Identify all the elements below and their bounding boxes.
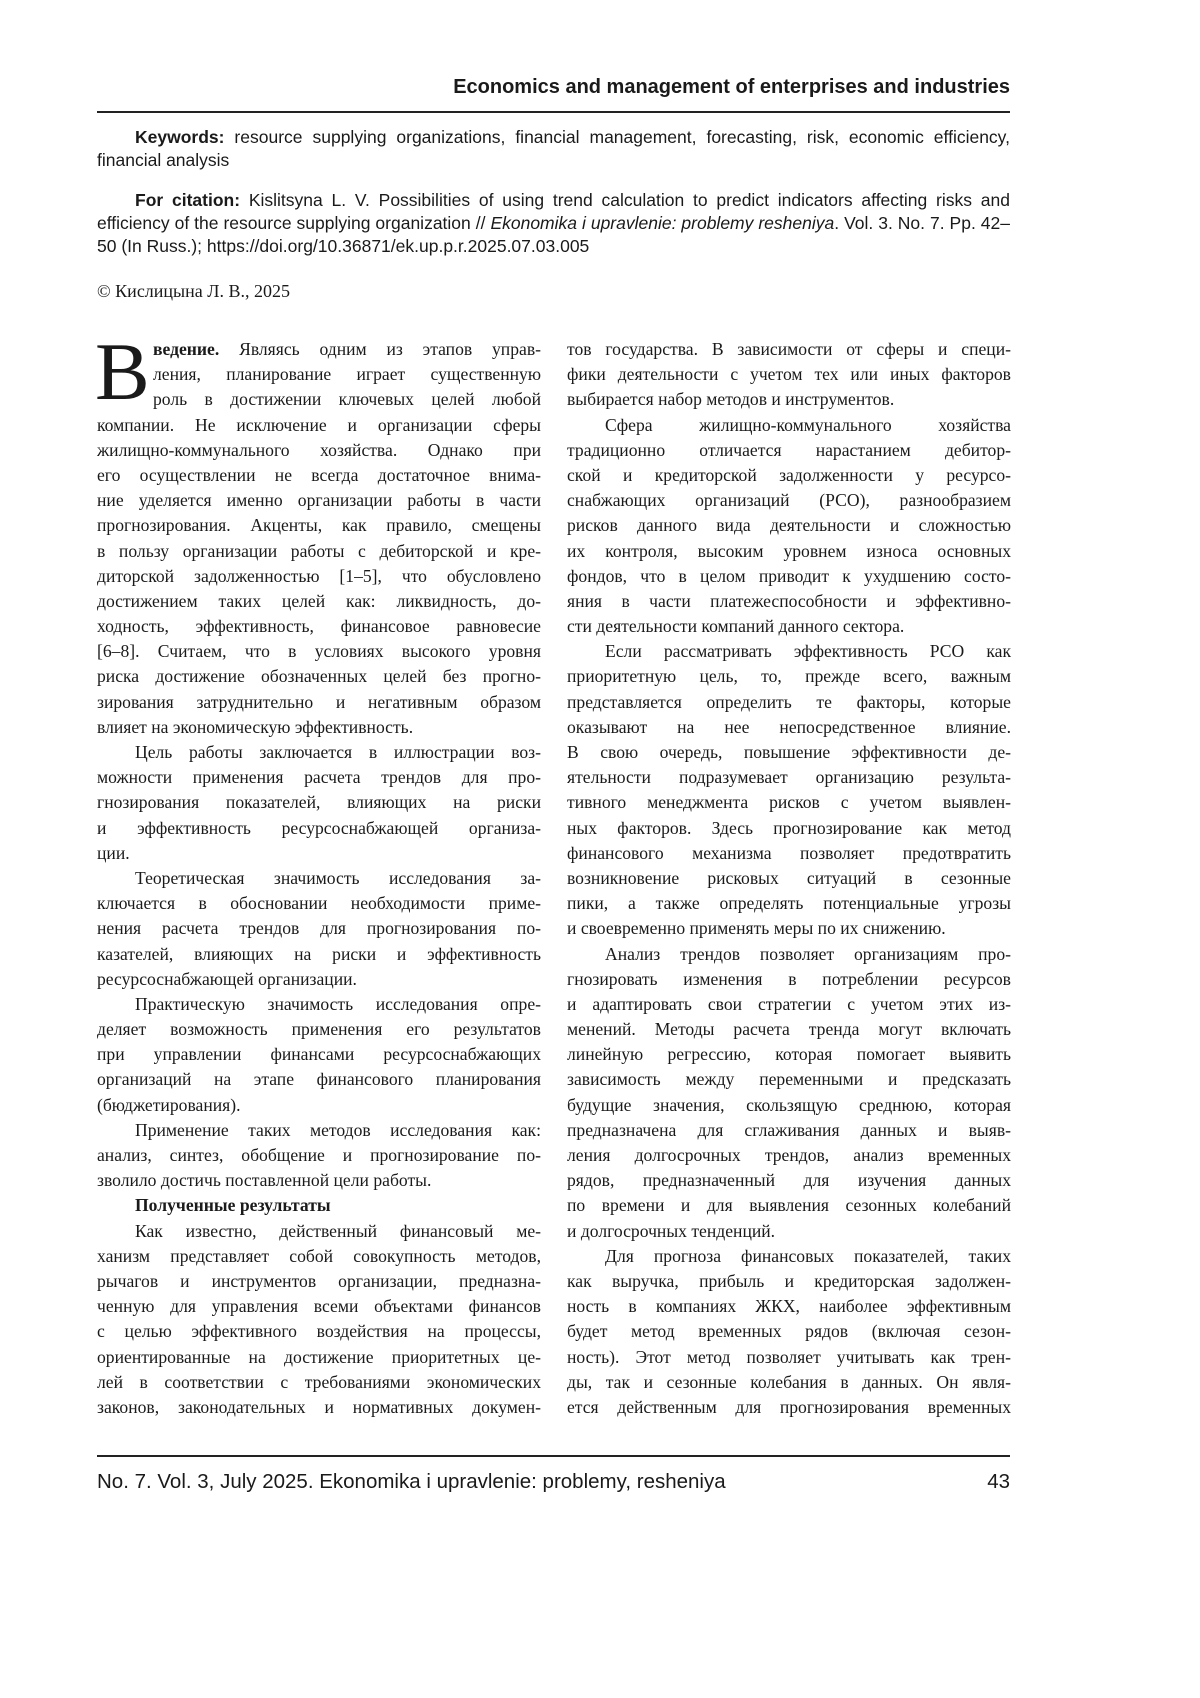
text-line: его осуществлении не всегда достаточное внима-	[97, 464, 541, 485]
text-line: Практическую значимость исследования опре-	[135, 993, 541, 1014]
text-line: компании. Не исключение и организации сферы	[97, 414, 541, 435]
text-line: традиционно отличается нарастанием дебитор-	[567, 439, 1011, 460]
text-line: ления, планирование играет существенную	[153, 364, 541, 385]
text-line: жилищно-коммунального хозяйства. Однако при	[97, 439, 541, 460]
text-line: представляется определить те факторы, которые	[567, 691, 1011, 712]
text-line: по времени и для выявления сезонных колебаний	[567, 1195, 1011, 1216]
text-line	[97, 337, 541, 362]
text-line: Если рассматривать эффективность РСО как	[605, 641, 1011, 662]
citation-journal: Ekonomika i upravlenie: problemy resheniya	[490, 213, 835, 233]
text-line: как выручка, прибыль и кредиторская задолжен-	[567, 1270, 1011, 1291]
text-line: менений. Методы расчета тренда могут включать	[567, 1019, 1011, 1040]
text-line: роль в достижении ключевых целей любой	[153, 389, 541, 410]
text-line: финансового механизма позволяет предотвратить	[567, 842, 1011, 863]
citation-details: . Vol. 3. No. 7. Pp. 42–50 (In Russ.); https://doi.org/10.36871/ek.up.p.r.2025.07.03.005	[97, 213, 1010, 256]
text-line: оказывают на нее непосредственное влияние.	[567, 716, 1011, 737]
keywords-text: resource supplying organizations, financial management, forecasting, risk, economic efficiency, financial analysis	[97, 127, 1010, 170]
text-line: ется действенным для прогнозирования временных	[567, 1396, 1011, 1417]
footer-issue: No. 7. Vol. 3, July 2025. Ekonomika i upravlenie: problemy, resheniya	[97, 1470, 726, 1493]
text-line: тов государства. В зависимости от сферы и специ-	[567, 339, 1011, 359]
text-line: выбирается набор методов и инструментов.	[567, 389, 895, 410]
text-line: В свою очередь, повышение эффективности де-	[567, 742, 1011, 762]
text-line: ориентированные на достижение приоритетных це-	[97, 1346, 541, 1367]
text-line: и эффективность ресурсоснабжающей организа-	[97, 817, 541, 838]
text-line: Теоретическая значимость исследования за-	[135, 867, 541, 888]
running-header: Economics and management of enterprises and industries	[453, 76, 1010, 98]
text-line: пики, а также определять потенциальные угрозы	[567, 893, 1011, 914]
text-line: будет метод временных рядов (включая сезон-	[567, 1321, 1011, 1342]
text-line: тивного менеджмента рисков с учетом выявлен-	[567, 792, 1011, 813]
text-line: Как известно, действенный финансовый ме-	[135, 1220, 541, 1241]
text-line: достижением таких целей как: ликвидность, до-	[97, 590, 541, 611]
right-column	[567, 337, 1011, 1420]
text-line: и своевременно применять меры по их снижению.	[567, 918, 946, 939]
text-line: ды, так и сезонные колебания в данных. Он явля-	[567, 1371, 1011, 1392]
text-line: фики деятельности с учетом тех или иных факторов	[567, 364, 1011, 385]
text-line: рисков данного вида деятельности и сложностью	[567, 515, 1011, 536]
keywords	[97, 126, 1010, 172]
left-column	[95, 326, 541, 1420]
text-line: гнозировать изменения в потреблении ресурсов	[567, 968, 1011, 989]
text-line: с целью эффективного воздействия на процессы,	[97, 1321, 541, 1342]
text-line: [6–8]. Считаем, что в условиях высокого уровня	[97, 641, 541, 662]
citation-label: For citation:	[135, 190, 241, 210]
text-line: нения расчета трендов для прогнозирования по-	[97, 918, 541, 939]
text-line: ченную для управления всеми объектами финансов	[97, 1296, 541, 1317]
keywords-label: Keywords:	[135, 127, 225, 147]
text-line: будущие значения, скользящую среднюю, которая	[567, 1094, 1011, 1115]
section-heading	[97, 1193, 541, 1218]
text-line: при управлении финансами ресурсоснабжающих	[97, 1044, 541, 1065]
text-line: Цель работы заключается в иллюстрации воз-	[135, 742, 541, 762]
intro-bold: ведение.	[153, 339, 220, 359]
text-line: анализ, синтез, обобщение и прогнозирование по-	[97, 1145, 541, 1165]
text-line: ции.	[97, 842, 130, 863]
text-line: рычагов и инструментов организации, предназна-	[97, 1270, 541, 1291]
text-line: зволило достичь поставленной цели работы.	[97, 1170, 432, 1191]
text-span: Являясь одним из этапов управ-	[219, 339, 541, 359]
footer-rule	[97, 1455, 1010, 1457]
text-line: приоритетную цель, то, прежде всего, важным	[567, 666, 1011, 687]
drop-cap: В	[95, 326, 150, 417]
text-line: линейную регрессию, которая помогает выявить	[567, 1044, 1011, 1065]
text-line: организаций на этапе финансового планирования	[97, 1069, 541, 1090]
text-line: ходность, эффективность, финансовое равновесие	[97, 616, 541, 637]
text-line: ресурсоснабжающей организации.	[97, 968, 357, 989]
text-line: яния в части платежеспособности и эффективно-	[567, 590, 1011, 611]
text-line: деляет возможность применения его результатов	[97, 1019, 541, 1040]
text-line: можности применения расчета трендов для про-	[97, 767, 541, 788]
text-line: возникновение рисковых ситуаций в сезонные	[567, 867, 1011, 888]
text-line: предназначена для сглаживания данных и выяв-	[567, 1119, 1011, 1140]
text-line: снабжающих организаций (РСО), разнообразием	[567, 490, 1011, 511]
text-line: зависимость между переменными и предсказать	[567, 1069, 1011, 1090]
citation-text: Kislitsyna L. V. Possibilities of using trend calculation to predict indicators affecting risks and efficiency of the resource supplying organization //	[97, 190, 1010, 233]
text-line: Анализ трендов позволяет организациям про-	[605, 943, 1011, 964]
text-line: ключается в обосновании необходимости приме-	[97, 893, 541, 914]
text-line: ской и кредиторской задолженности у ресурсо-	[567, 464, 1011, 485]
text-line: ных факторов. Здесь прогнозирование как метод	[567, 817, 1011, 838]
text-line: в пользу организации работы с дебиторской и кре-	[97, 540, 541, 561]
page-number: 43	[987, 1470, 1010, 1493]
text-line: гнозирования показателей, влияющих на риски	[97, 792, 541, 813]
text-line: и долгосрочных тенденций.	[567, 1220, 776, 1241]
text-line: риска достижение обозначенных целей без прогно-	[97, 666, 541, 687]
copyright: © Кислицына Л. В., 2025	[97, 281, 290, 301]
text-line: ние уделяется именно организации работы в части	[97, 490, 541, 511]
text-line: Для прогноза финансовых показателей, таких	[605, 1245, 1011, 1266]
text-line: рядов, предназначенный для изучения данных	[567, 1170, 1011, 1191]
text-line: зирования затруднительно и негативным образом	[97, 691, 541, 712]
text-line: ханизм представляет собой совокупность методов,	[97, 1245, 541, 1266]
text-line: казателей, влияющих на риски и эффективность	[97, 943, 541, 964]
footer	[97, 1470, 1010, 1494]
text-line: сти деятельности компаний данного сектора.	[567, 616, 905, 637]
text-line: и адаптировать свои стратегии с учетом этих из-	[567, 993, 1011, 1014]
text-line: их контроля, высоким уровнем износа основных	[567, 540, 1011, 561]
text-line: влияет на экономическую эффективность.	[97, 716, 414, 737]
text-line: ность). Этот метод позволяет учитывать как трен-	[567, 1346, 1011, 1367]
text-line: прогнозирования. Акценты, как правило, смещены	[97, 515, 541, 536]
text-line: фондов, что в целом приводит к ухудшению состо-	[567, 565, 1011, 586]
header-rule	[97, 111, 1010, 113]
text-line: ления долгосрочных трендов, анализ временных	[567, 1145, 1011, 1165]
text-line: ность в компаниях ЖКХ, наиболее эффективным	[567, 1296, 1011, 1317]
text-line: ятельности подразумевает организацию результа-	[567, 767, 1011, 788]
text-line: законов, законодательных и нормативных докумен-	[97, 1396, 541, 1417]
citation	[97, 189, 1010, 258]
heading-text: Полученные результаты	[135, 1195, 331, 1216]
text-line: Применение таких методов исследования как:	[135, 1119, 541, 1140]
text-line: лей в соответствии с требованиями экономических	[97, 1371, 541, 1392]
text-line: диторской задолженностью [1–5], что обусловлено	[97, 565, 541, 586]
text-line: (бюджетирования).	[97, 1094, 241, 1115]
text-line: Сфера жилищно-коммунального хозяйства	[605, 414, 1011, 435]
